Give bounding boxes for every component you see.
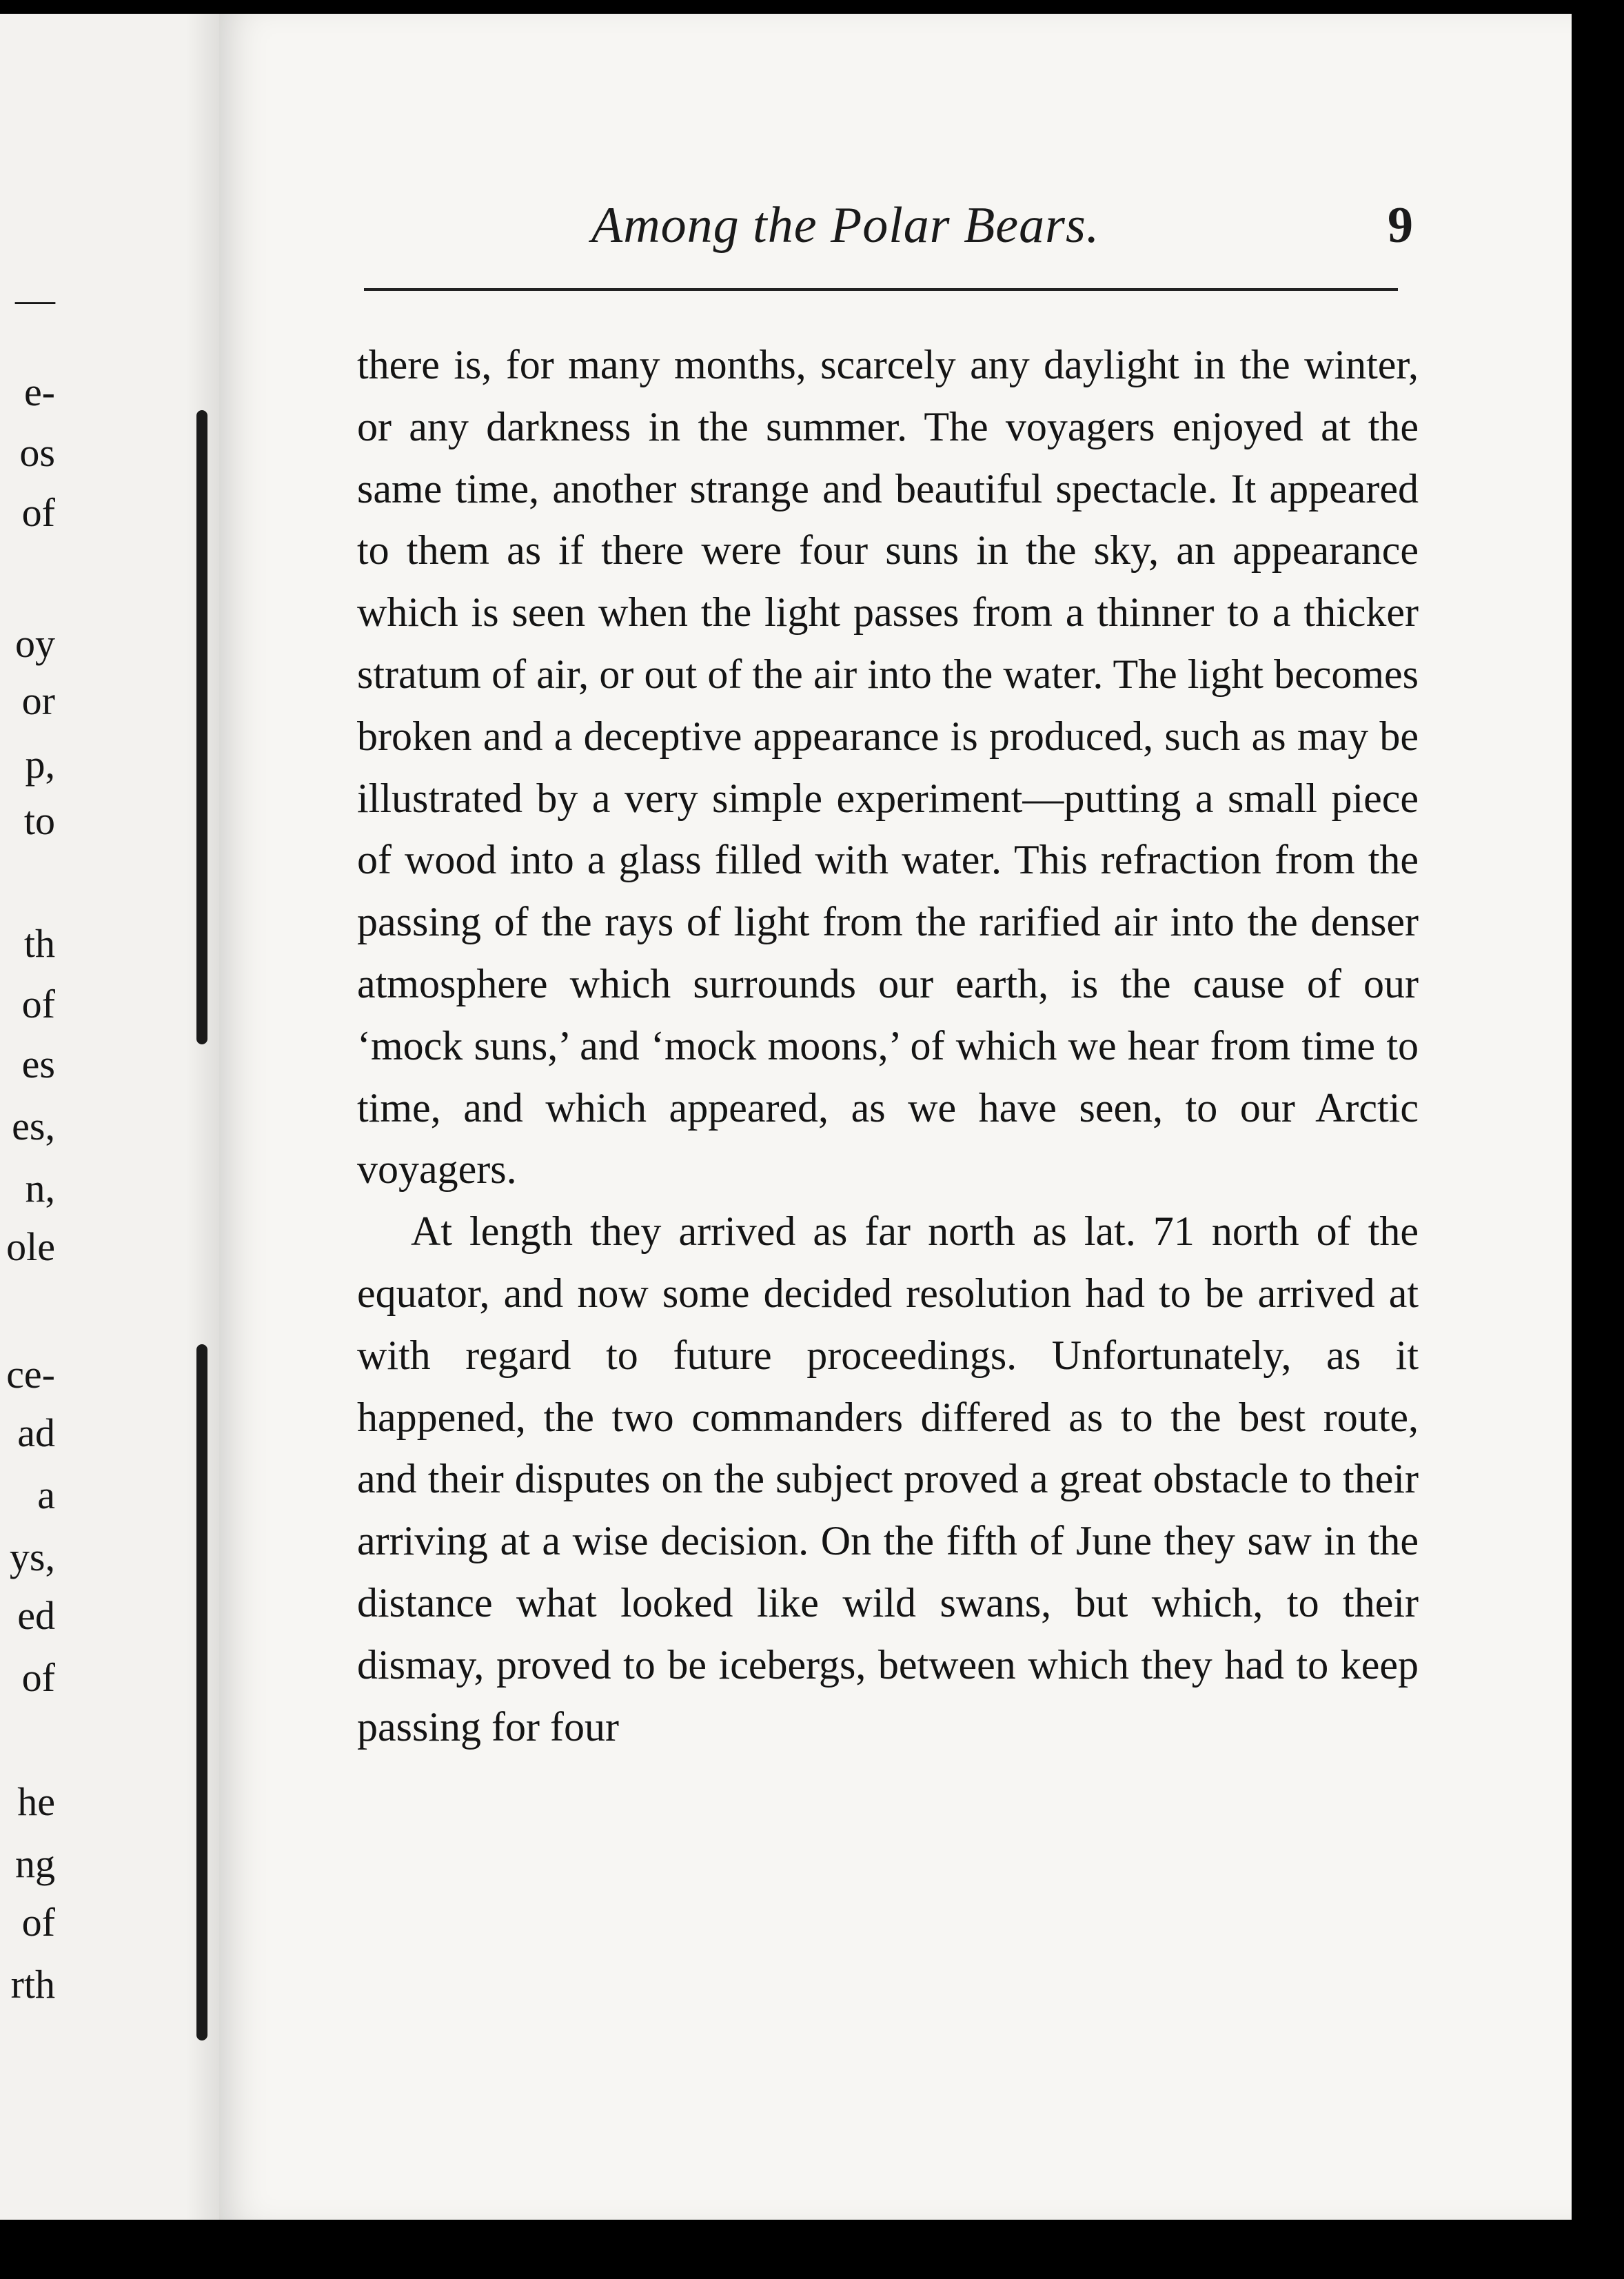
facing-page-fragment: e- — [23, 369, 55, 414]
facing-page-fragment: es, — [12, 1104, 55, 1148]
facing-page-fragment: p, — [25, 742, 55, 787]
binding-mark — [196, 410, 207, 1044]
page-header — [219, 196, 1572, 279]
facing-page-fragment: — — [15, 276, 55, 321]
facing-page-fragment: of — [21, 982, 55, 1026]
facing-page-fragment: rth — [10, 1962, 55, 2007]
facing-page-fragment: a — [37, 1472, 55, 1517]
facing-page-fragment: of — [21, 1900, 55, 1945]
paragraph: At length they arrived as far north as lat. 71 north of the equator, and now some decided resolution had to be arrived at with regard to future proceedings. Unfortunately, as it happened, the two commanders differed as to the best route, and their disputes on the subject proved a great obstacle to their arriving at a wise decision. On the fifth of June they saw in the distance what looked like wild swans, but which, to their dismay, proved to be icebergs, between which they had to keep passing for four — [357, 1208, 1419, 1750]
facing-page-fragment: es — [21, 1042, 55, 1086]
binding-mark — [196, 1344, 207, 2040]
facing-page-fragment: oy — [15, 621, 55, 666]
facing-page — [0, 14, 227, 2220]
facing-page-fragment: he — [17, 1779, 55, 1824]
facing-page-fragment: of — [21, 1655, 55, 1700]
facing-page-fragment: os — [19, 430, 55, 475]
facing-page-fragment: ys, — [9, 1534, 55, 1579]
facing-page-fragment: ed — [17, 1593, 55, 1638]
running-head: Among the Polar Bears. — [591, 197, 1100, 254]
facing-page-fragment: ng — [15, 1841, 55, 1886]
facing-page-fragment: ad — [17, 1410, 55, 1455]
facing-page-fragment: ce- — [6, 1352, 55, 1397]
facing-page-fragment: th — [23, 921, 55, 966]
header-rule — [364, 288, 1398, 291]
facing-page-fragment: ole — [6, 1224, 55, 1269]
facing-page-fragment: of — [21, 490, 55, 535]
facing-page-fragment: or — [21, 678, 55, 723]
body-text — [357, 334, 1419, 1758]
facing-page-fragment: to — [23, 798, 55, 843]
facing-page-fragment: n, — [25, 1166, 55, 1211]
book-page — [219, 14, 1572, 2220]
page-number: 9 — [1388, 197, 1413, 254]
paragraph: there is, for many months, scarcely any daylight in the winter, or any darkness in the summer. The voyagers enjoyed at the same time, another strange and beautiful spectacle. It appeared to them as if there were four suns in the sky, an appearance which is seen when the light passes from a thinner to a thicker stratum of air, or out of the air into the water. The light becomes broken and a deceptive appearance is produced, such as may be illustrated by a very simple experiment—putting a small piece of wood into a glass filled with water. This refraction from the passing of the rays of light from the rarified air into the denser atmosphere which surrounds our earth, is the cause of our ‘mock suns,’ and ‘mock moons,’ of which we hear from time to time, and which appeared, as we have seen, to our Arctic voyagers. — [357, 342, 1419, 1193]
